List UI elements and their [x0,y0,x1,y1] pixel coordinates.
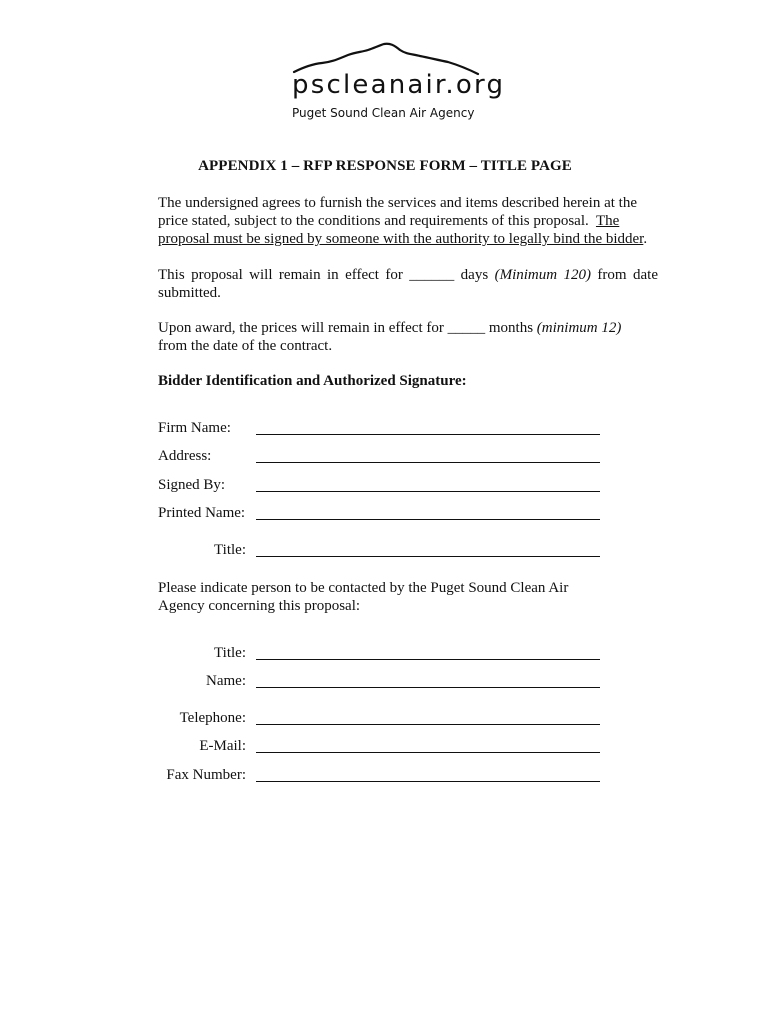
contact-note: Please indicate person to be contacted by the Puget Sound Clean Air Agency concerning this proposal: [158,580,569,614]
fax-field[interactable] [0,766,770,786]
telephone-field[interactable] [0,709,770,729]
bidder-title-field[interactable] [0,541,770,561]
price-hold-text-start: Upon award, the prices will remain in effect for _____ months [158,320,537,336]
price-hold-minimum: (minimum 12) [536,320,622,336]
bidder-title-line[interactable] [256,556,600,557]
contact-title-line[interactable] [256,659,600,660]
firm-name-label: Firm Name: [158,420,231,436]
address-line[interactable] [256,462,600,463]
signed-by-field[interactable] [0,476,770,496]
validity-paragraph [158,266,658,302]
contact-name-line[interactable] [256,687,600,688]
contact-title-label: Title: [214,645,246,661]
page-title: APPENDIX 1 – RFP RESPONSE FORM – TITLE PAGE [198,158,572,174]
signature-requirement: The proposal must be signed by someone with the authority to legally bind the bidder [158,213,644,247]
agency-logo [288,42,506,122]
bidder-section-title: Bidder Identification and Authorized Signature: [158,373,467,389]
signed-by-label: Signed By: [158,477,226,493]
fax-line[interactable] [256,781,600,782]
fax-label: Fax Number: [166,767,246,783]
contact-name-label: Name: [206,673,246,689]
email-line[interactable] [256,752,600,753]
price-hold-text-end: from the date of the contract. [158,338,333,354]
validity-minimum: (Minimum 120) [494,267,591,283]
intro-text: The undersigned agrees to furnish the services and items described herein at the price stated, subject to the conditions and requirements of this proposal. [158,195,637,229]
printed-name-label: Printed Name: [158,505,246,521]
printed-name-line[interactable] [256,519,600,520]
logo-domain: pscleanair.org [292,70,506,100]
email-field[interactable] [0,737,770,757]
logo-agency-name: Puget Sound Clean Air Agency [292,106,475,120]
validity-text-start: This proposal will remain in effect for ______ days [158,267,495,283]
price-hold-paragraph [158,319,628,355]
bidder-title-label: Title: [214,542,246,558]
firm-name-field[interactable] [0,419,770,439]
intro-paragraph [158,194,658,248]
telephone-label: Telephone: [179,710,246,726]
address-field[interactable] [0,447,770,467]
email-label: E-Mail: [199,738,246,754]
telephone-line[interactable] [256,724,600,725]
signed-by-line[interactable] [256,491,600,492]
contact-name-field[interactable] [0,672,770,692]
validity-text-end: from date submitted. [158,267,658,301]
contact-title-field[interactable] [0,644,770,664]
firm-name-line[interactable] [256,434,600,435]
intro-end: . [643,231,648,247]
address-label: Address: [158,448,212,464]
printed-name-field[interactable] [0,504,770,524]
